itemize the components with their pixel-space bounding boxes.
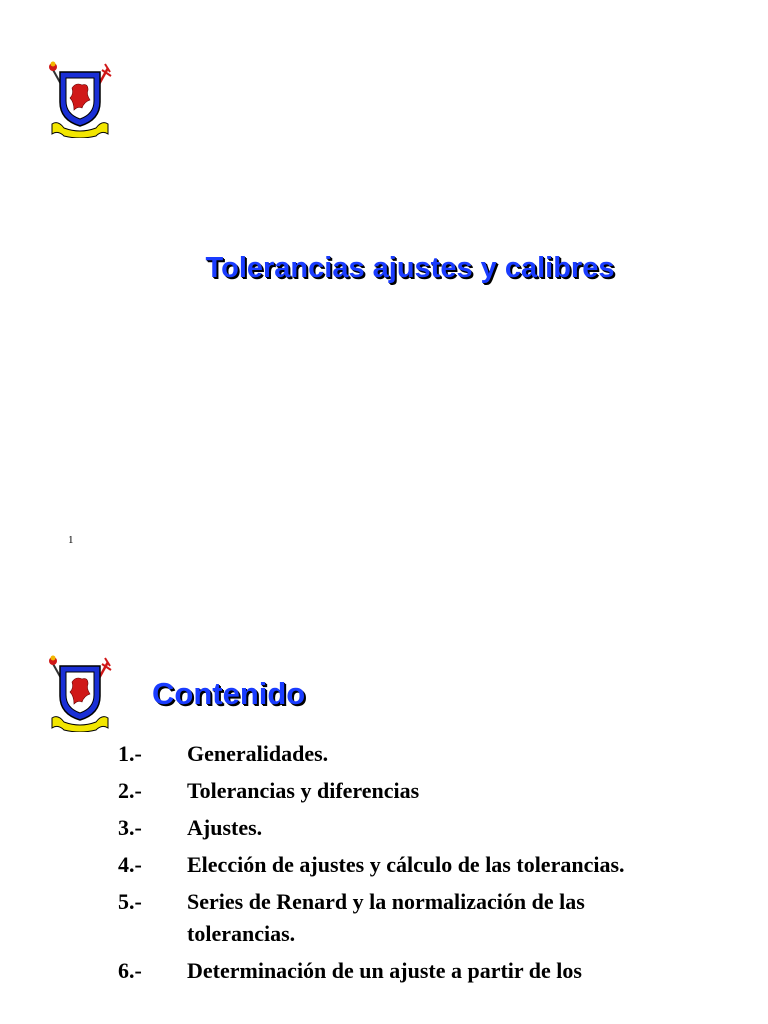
list-item xyxy=(118,955,678,987)
item-text: Elección de ajustes y cálculo de las tolerancias. xyxy=(187,852,625,877)
item-number: 2.- xyxy=(118,778,142,803)
item-text: Generalidades. xyxy=(187,741,329,766)
item-text: Ajustes. xyxy=(187,815,263,840)
item-number: 4.- xyxy=(118,852,142,877)
item-number: 6.- xyxy=(118,958,142,983)
item-number: 1.- xyxy=(118,741,142,766)
list-item xyxy=(118,849,678,881)
slide-title: Tolerancias ajustes y calibres xyxy=(205,252,615,284)
item-text: Tolerancias y diferencias xyxy=(187,778,420,803)
university-coat-of-arms-icon xyxy=(48,58,112,138)
slide-number: 1 xyxy=(68,534,74,546)
item-text: Series de Renard y la normalización de las tolerancias. xyxy=(187,889,585,946)
item-text: Determinación de un ajuste a partir de los xyxy=(187,958,582,983)
slide-heading: Contenido xyxy=(152,676,306,711)
university-coat-of-arms-icon xyxy=(48,652,112,732)
list-item xyxy=(118,812,678,844)
list-item xyxy=(118,775,678,807)
contents-list xyxy=(118,738,678,992)
item-number: 5.- xyxy=(118,889,142,914)
list-item xyxy=(118,886,678,950)
slide-2 xyxy=(0,610,768,1024)
list-item xyxy=(118,738,678,770)
item-number: 3.- xyxy=(118,815,142,840)
